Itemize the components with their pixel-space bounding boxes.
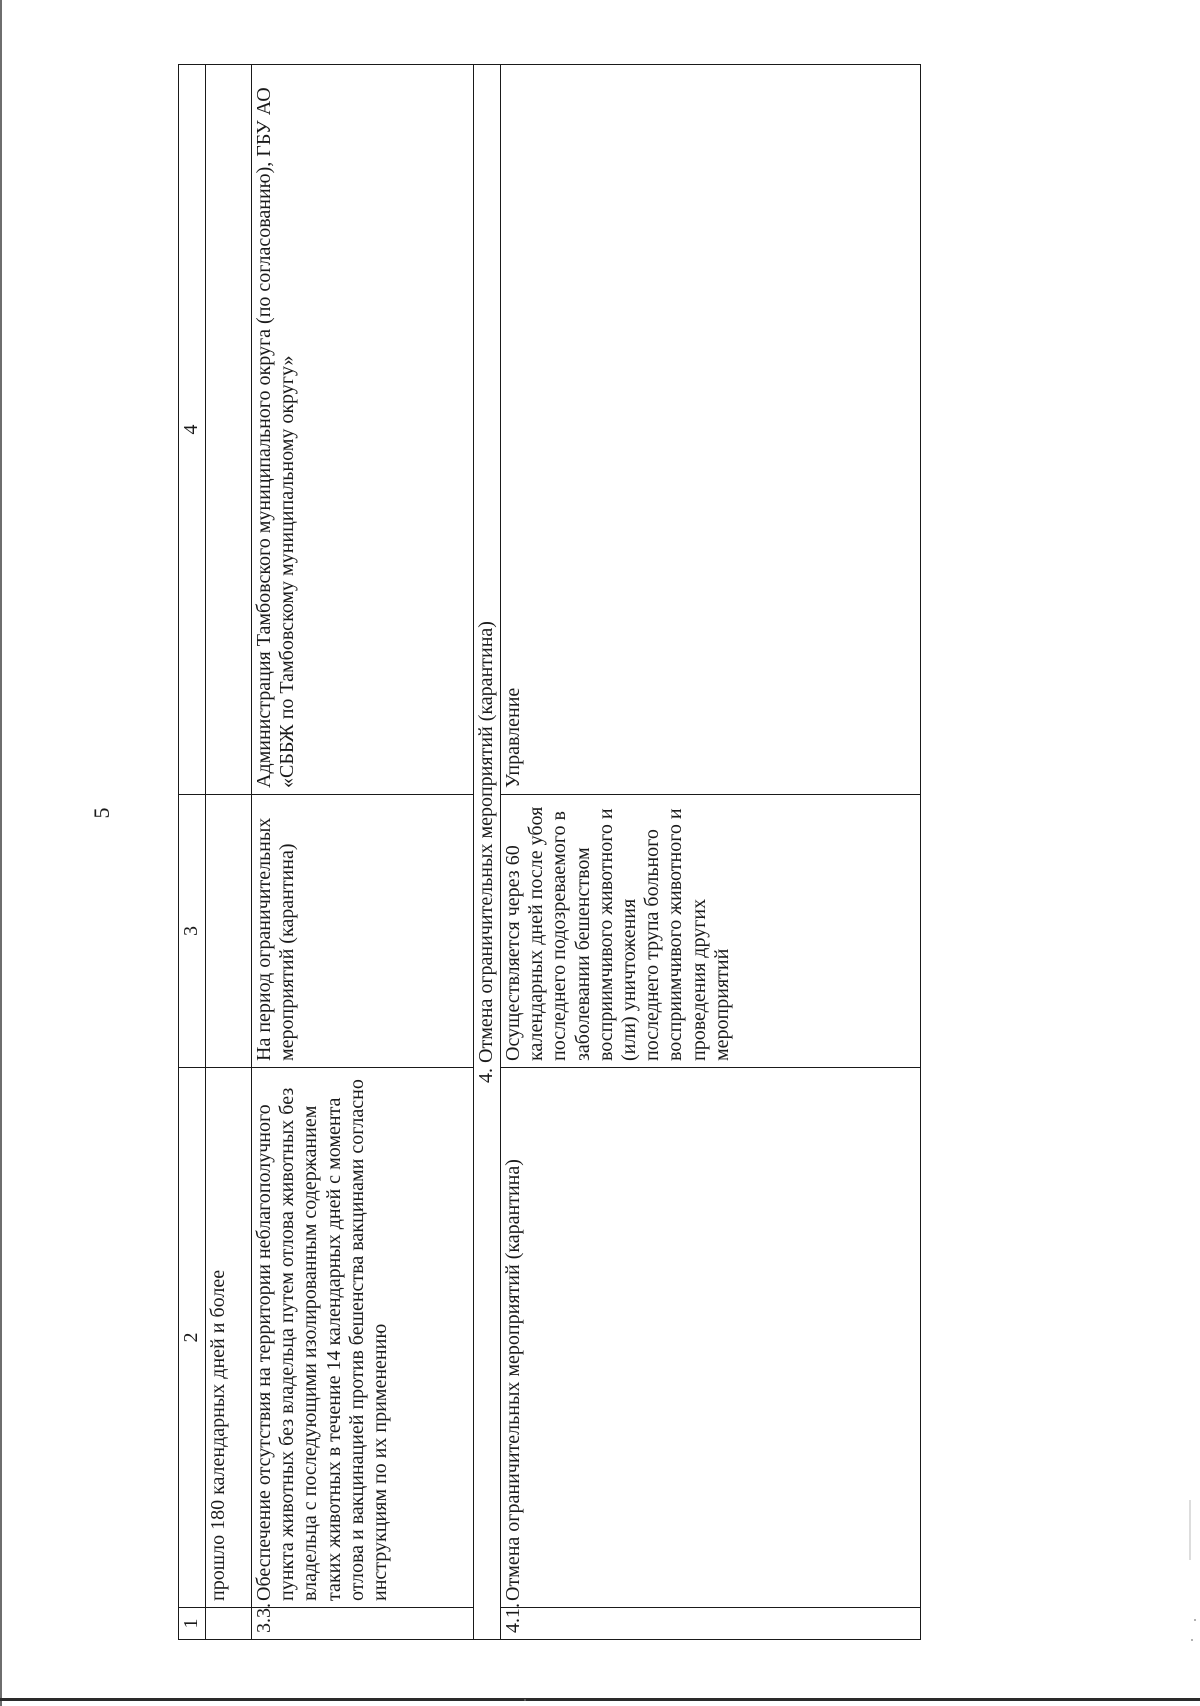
executor-cell: Управление xyxy=(501,65,921,795)
section-row xyxy=(474,65,501,1640)
measure-cell: Обеспечение отсутствия на территории неблагополучного пункта животных без владельца путем отлова животных без владельца с последующими изолированным содержанием таких животных в течение 14 календарных дней с момента отлова и вакцинацией против бешенства вакцинами согласно инструкциям по их применению xyxy=(252,1068,474,1608)
header-row xyxy=(179,65,206,1640)
section-title: 4. Отмена ограничительных мероприятий (карантина) xyxy=(474,65,501,1640)
header-cell-4: 4 xyxy=(179,65,206,795)
scan-edge-bottom xyxy=(0,1698,1200,1701)
measure-cell: Отмена ограничительных мероприятий (карантина) xyxy=(501,1068,921,1608)
term-cell: Осуществляется через 60 календарных дней после убоя последнего подозреваемого в заболевании бешенством восприимчивого животного и (или) уничтожения последнего трупа больного восприимчивого животного и проведения других мероприятий xyxy=(501,795,921,1068)
measures-table xyxy=(178,64,921,1640)
measure-cell: прошло 180 календарных дней и более xyxy=(206,1068,252,1608)
header-cell-3: 3 xyxy=(179,795,206,1068)
scan-edge-left xyxy=(0,0,2,1706)
table-row xyxy=(206,65,252,1640)
executor-cell: Администрация Тамбовского муниципального округа (по согласованию), ГБУ АО «СББЖ по Тамбовскому муниципальному округу» xyxy=(252,65,474,795)
table-row xyxy=(252,65,474,1640)
term-cell xyxy=(206,795,252,1068)
row-number: 4.1. xyxy=(501,1608,921,1640)
header-cell-2: 2 xyxy=(179,1068,206,1608)
row-number: 3.3. xyxy=(252,1608,474,1640)
table-row xyxy=(501,65,921,1640)
rotated-page xyxy=(178,65,938,1640)
page-number: 5 xyxy=(89,807,114,819)
header-cell-1: 1 xyxy=(179,1608,206,1640)
executor-cell xyxy=(206,65,252,795)
row-number xyxy=(206,1608,252,1640)
term-cell: На период ограничительных мероприятий (карантина) xyxy=(252,795,474,1068)
